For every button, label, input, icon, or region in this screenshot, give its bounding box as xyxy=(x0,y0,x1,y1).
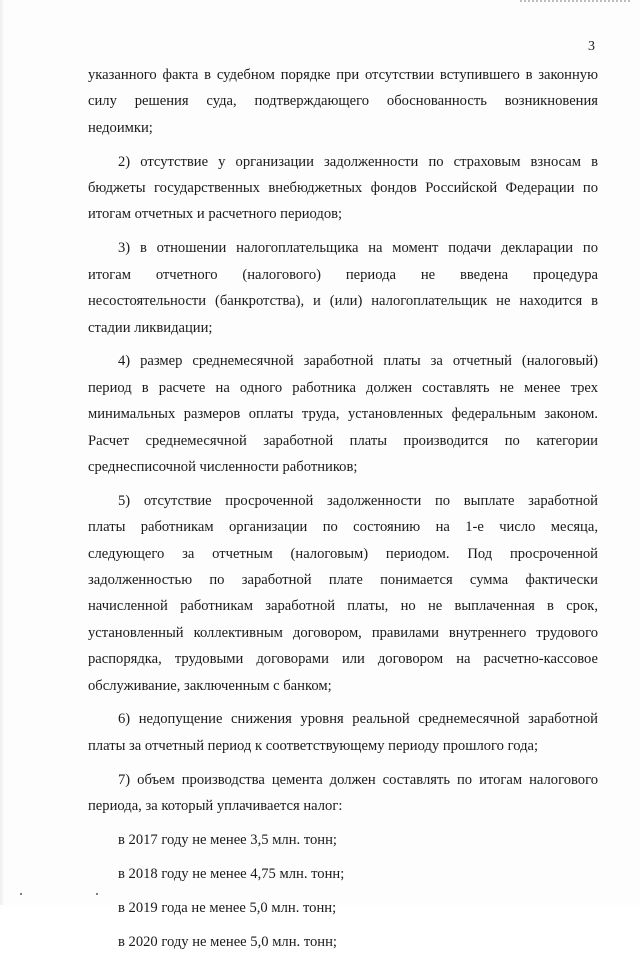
text-line: в 2017 году не менее 3,5 млн. тонн; xyxy=(118,832,337,849)
text-line: обслуживание, заключенным с банком; xyxy=(88,677,332,694)
text-line: период в расчете на одного работника должен составлять не менее трех xyxy=(88,379,598,396)
text-line: распорядка, трудовыми договорами или договором на расчетно-кассовое xyxy=(88,651,598,668)
scan-edge-shadow xyxy=(0,0,5,905)
text-line: итогам отчетных и расчетного периодов; xyxy=(88,206,343,223)
text-line: установленный коллективным договором, правилами внутреннего трудового xyxy=(88,624,598,641)
text-line: 3) в отношении налогоплательщика на момент подачи декларации по xyxy=(118,240,598,257)
text-line: задолженностью по заработной плате понимается сумма фактически xyxy=(88,572,598,589)
scan-speck xyxy=(20,893,22,895)
text-line: 4) размер среднемесячной заработной платы за отчетный (налоговый) xyxy=(118,353,598,370)
page-number: 3 xyxy=(588,39,595,54)
text-line: 6) недопущение снижения уровня реальной среднемесячной заработной xyxy=(118,711,598,728)
text-line: стадии ликвидации; xyxy=(88,319,213,336)
text-line: платы работникам организации по состоянию на 1-е число месяца, xyxy=(88,519,598,536)
text-line: Расчет среднемесячной заработной платы производится по категории xyxy=(88,432,598,449)
text-line: в 2018 году не менее 4,75 млн. тонн; xyxy=(118,865,345,882)
scan-speck xyxy=(96,893,98,895)
text-line: силу решения суда, подтверждающего обоснованность возникновения xyxy=(88,93,598,110)
text-line: 5) отсутствие просроченной задолженности по выплате заработной xyxy=(118,492,598,509)
text-line: в 2020 году не менее 5,0 млн. тонн; xyxy=(118,933,337,950)
text-line: в 2019 года не менее 5,0 млн. тонн; xyxy=(118,899,337,916)
text-line: несостоятельности (банкротства), и (или) налогоплательщик не находится в xyxy=(88,293,598,310)
text-line: недоимки; xyxy=(88,119,153,136)
document-body xyxy=(88,62,598,955)
text-line: бюджеты государственных внебюджетных фондов Российской Федерации по xyxy=(88,180,598,197)
text-line: периода, за который уплачивается налог: xyxy=(88,798,343,815)
text-line: платы за отчетный период к соответствующему периоду прошлого года; xyxy=(88,737,539,754)
text-line: 7) объем производства цемента должен составлять по итогам налогового xyxy=(118,771,598,788)
text-line: итогам отчетного (налогового) периода не введена процедура xyxy=(88,266,598,283)
text-line: следующего за отчетным (налоговым) периодом. Под просроченной xyxy=(88,545,598,562)
text-line: 2) отсутствие у организации задолженности по страховым взносам в xyxy=(118,153,598,170)
text-line: указанного факта в судебном порядке при отсутствии вступившего в законную xyxy=(88,67,598,83)
text-line: среднесписочной численности работников; xyxy=(88,458,358,475)
text-line: начисленной работникам заработной платы, но не выплаченная в срок, xyxy=(88,598,598,615)
scan-top-artifact xyxy=(520,0,630,7)
text-line: минимальных размеров оплаты труда, установленных федеральным законом. xyxy=(88,406,598,423)
